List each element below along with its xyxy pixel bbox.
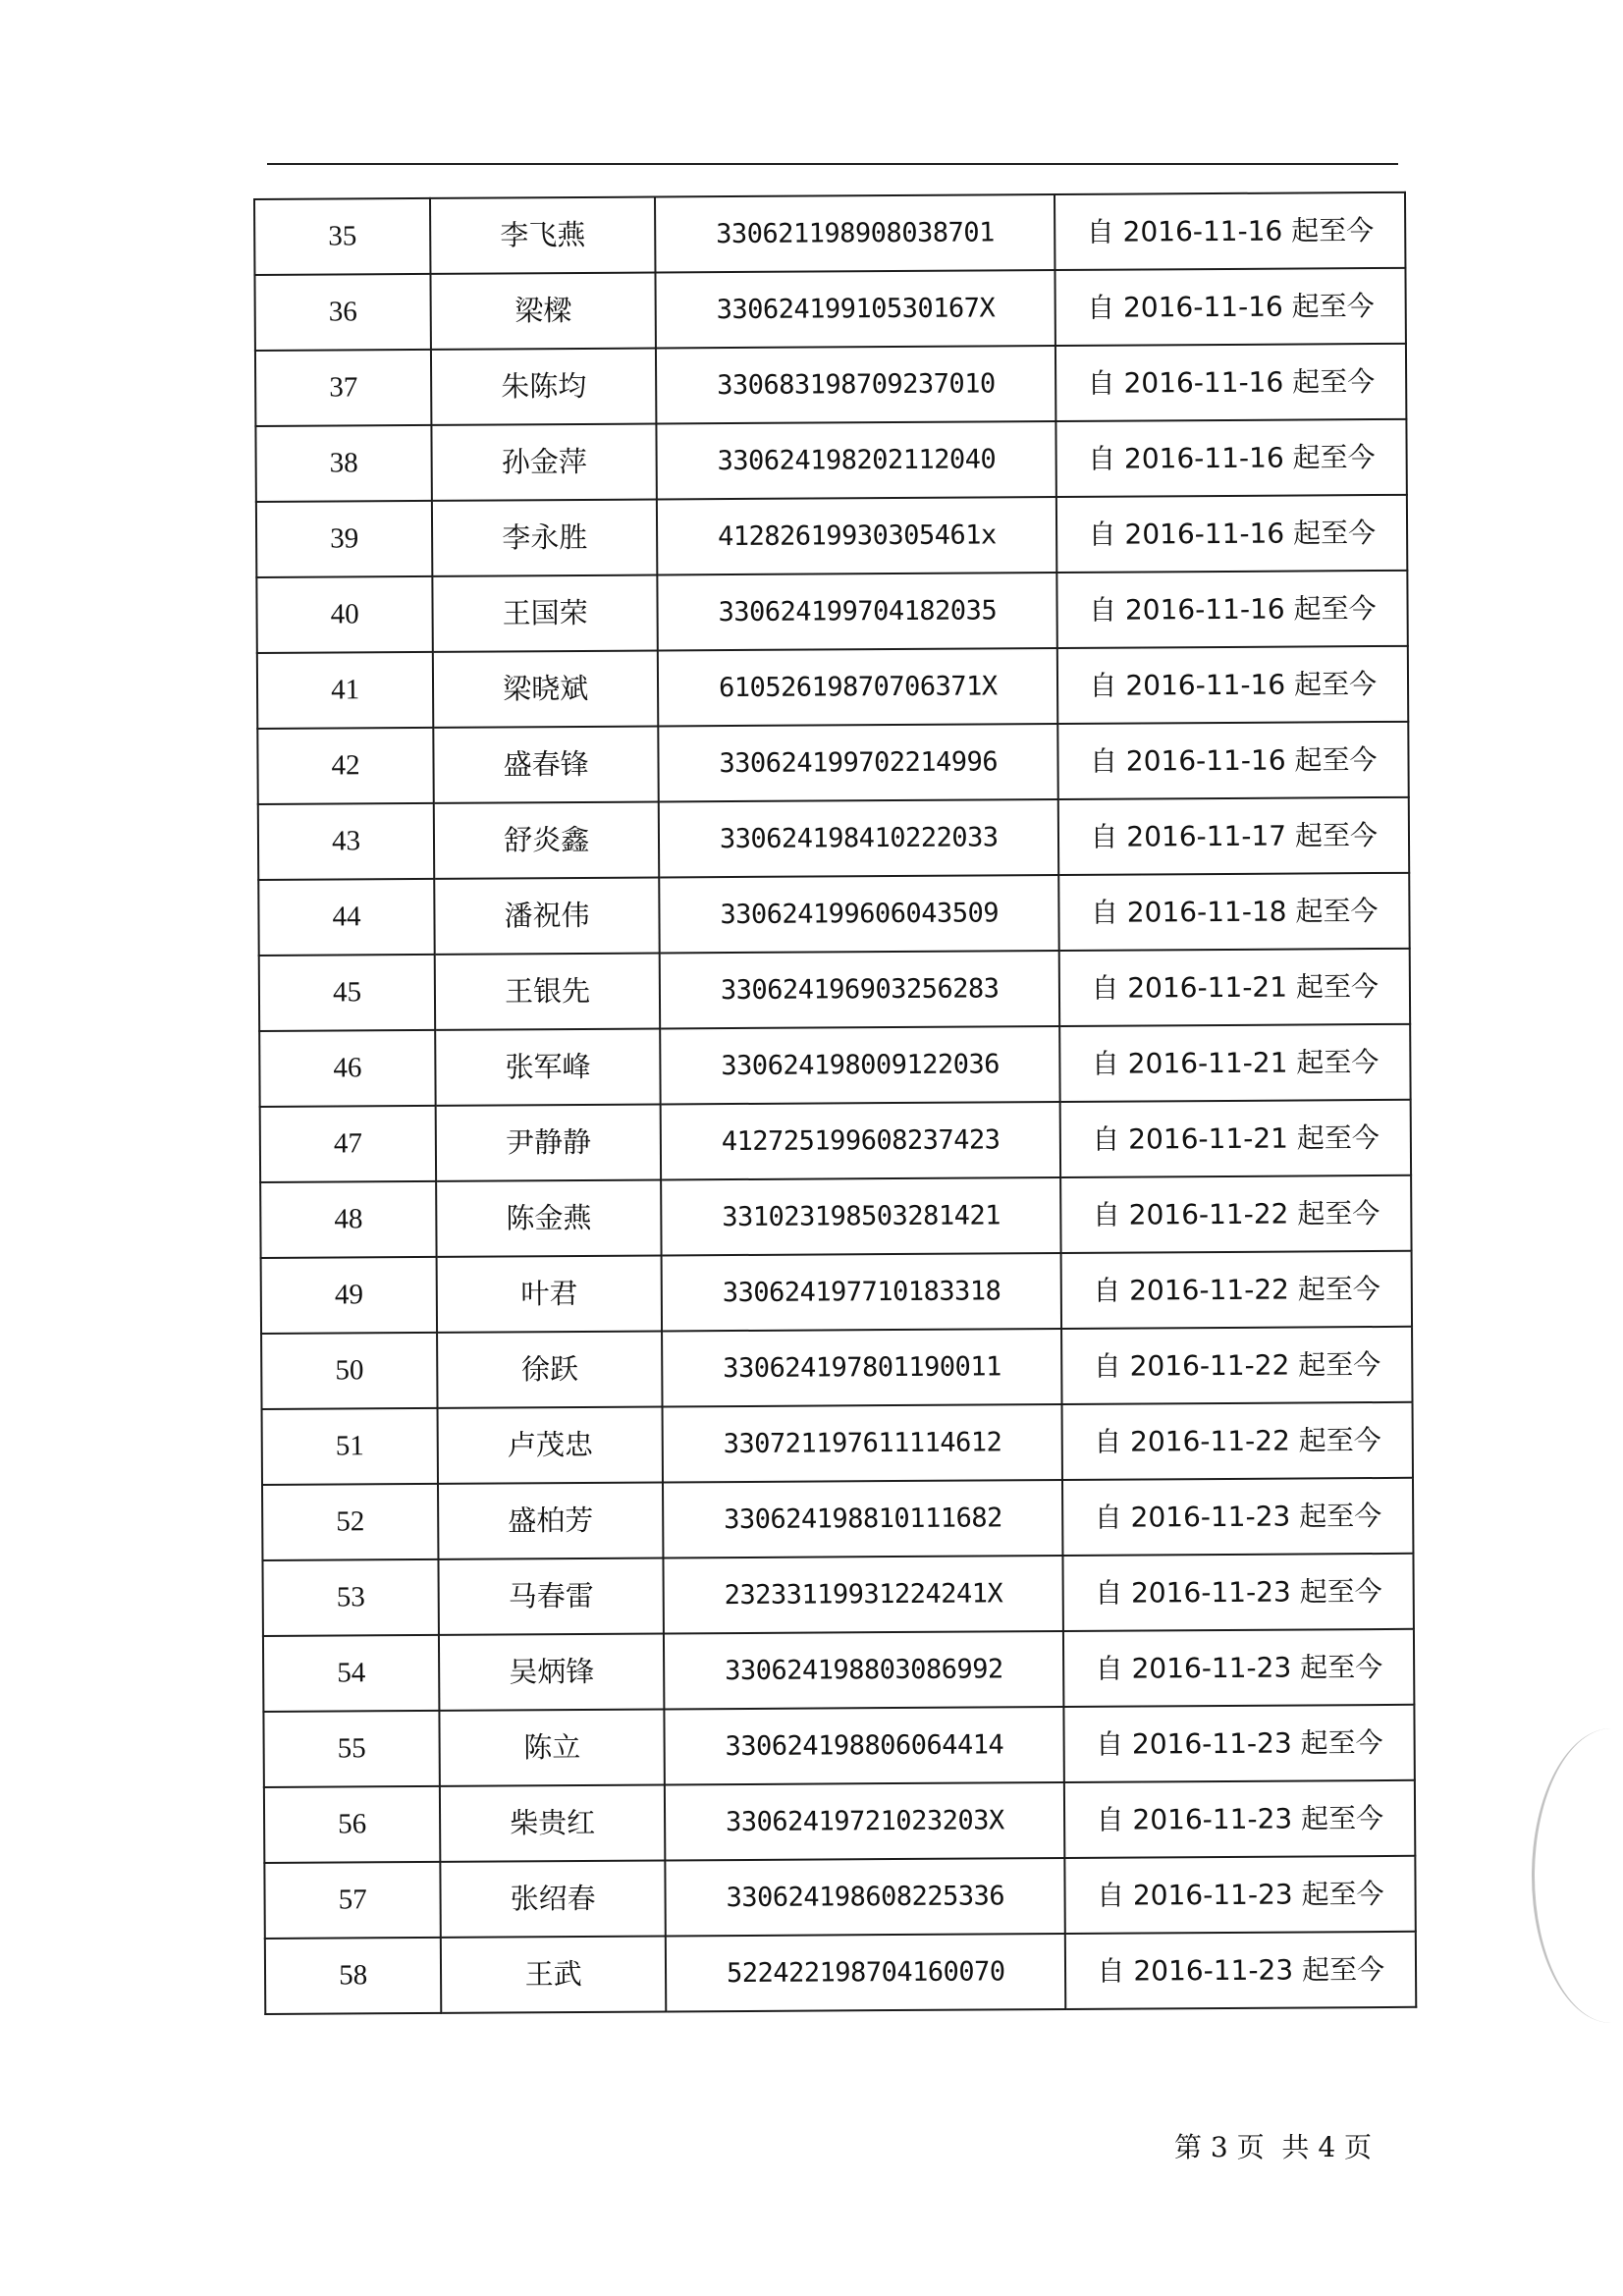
table-row [254,192,1405,275]
row-number: 53 [262,1559,439,1636]
row-number: 52 [262,1484,439,1560]
employment-period: 自 2016-11-23 起至今 [1063,1554,1414,1631]
employment-period: 自 2016-11-23 起至今 [1065,1932,1416,2009]
row-number: 39 [256,501,433,577]
row-number: 49 [261,1257,438,1334]
id-number: 330624198608225336 [665,1858,1065,1936]
row-number: 56 [264,1786,441,1863]
row-number: 37 [255,350,432,426]
employment-period: 自 2016-11-22 起至今 [1062,1402,1413,1480]
id-number: 522422198704160070 [666,1934,1066,2011]
row-number: 36 [254,274,431,351]
id-number: 330624198803086992 [664,1631,1064,1709]
row-number: 58 [265,1938,442,2014]
table-row [260,1175,1411,1258]
employment-period: 自 2016-11-16 起至今 [1057,571,1408,648]
employee-name: 张绍春 [441,1860,666,1937]
header-rule [267,163,1398,165]
id-number: 23233119931224241X [664,1556,1064,1633]
table-row [262,1554,1413,1636]
table-row [258,797,1409,880]
table-row [259,949,1410,1031]
employment-period: 自 2016-11-16 起至今 [1058,722,1409,799]
employment-period: 自 2016-11-16 起至今 [1055,344,1406,421]
id-number: 61052619870706371X [658,648,1058,726]
employment-period: 自 2016-11-18 起至今 [1059,873,1410,951]
employee-table-body [254,192,1416,2014]
employee-name: 陈金燕 [436,1179,661,1256]
table-row [256,495,1407,577]
id-number: 330624197801190011 [662,1329,1062,1406]
row-number: 38 [255,425,432,502]
row-number: 54 [263,1635,440,1712]
row-number: 50 [261,1333,438,1409]
employee-name: 李飞燕 [430,197,655,274]
id-number: 41282619930305461x [657,497,1057,574]
table-row [258,873,1409,956]
table-row [255,419,1406,502]
id-number: 330621198908038701 [655,194,1055,272]
table-row [256,571,1407,653]
id-number: 412725199608237423 [661,1102,1061,1179]
employment-period: 自 2016-11-22 起至今 [1061,1327,1412,1404]
employment-period: 自 2016-11-23 起至今 [1064,1780,1415,1858]
row-number: 43 [258,803,435,880]
employee-name: 马春雷 [439,1558,664,1634]
employee-name: 张军峰 [435,1028,660,1105]
table-row [260,1100,1411,1182]
employee-name: 梁晓斌 [433,650,658,727]
employment-period: 自 2016-11-16 起至今 [1055,192,1405,270]
row-number: 55 [263,1711,440,1787]
employee-name: 卢茂忠 [438,1406,663,1483]
table-row [261,1251,1412,1334]
row-number: 44 [258,879,435,956]
id-number: 330624198009122036 [660,1026,1060,1104]
row-number: 48 [260,1181,437,1258]
employee-name: 王武 [441,1936,666,2012]
id-number: 330624199606043509 [659,875,1059,953]
row-number: 46 [259,1030,436,1107]
employee-name: 李永胜 [432,499,657,575]
employment-period: 自 2016-11-22 起至今 [1061,1251,1412,1329]
employee-table [253,191,1417,2015]
row-number: 40 [256,576,433,653]
table-row [264,1856,1415,1939]
employee-name: 盛春锋 [433,726,658,802]
table-row [254,268,1405,351]
id-number: 330624196903256283 [660,951,1060,1028]
employment-period: 自 2016-11-21 起至今 [1060,1100,1411,1177]
employment-period: 自 2016-11-21 起至今 [1059,949,1410,1026]
employee-name: 徐跃 [437,1331,662,1407]
employee-name: 王国荣 [433,574,658,651]
table-row [264,1780,1415,1863]
employment-period: 自 2016-11-17 起至今 [1058,797,1409,875]
employee-name: 叶君 [437,1255,662,1332]
employment-period: 自 2016-11-23 起至今 [1064,1705,1415,1782]
table-row [265,1932,1416,2014]
employee-name: 梁樑 [431,272,656,349]
table-row [263,1705,1414,1787]
employee-name: 朱陈均 [431,348,656,424]
id-number: 330624198202112040 [657,421,1057,499]
id-number: 33062419910530167X [656,270,1056,348]
employee-name: 孙金萍 [432,423,657,500]
row-number: 51 [262,1408,439,1485]
table-row [261,1327,1412,1409]
employee-name: 盛柏芳 [438,1482,663,1558]
row-number: 57 [264,1862,441,1939]
table-row [257,646,1408,729]
id-number: 330721197611114612 [663,1404,1063,1482]
row-number: 45 [259,955,436,1031]
employment-period: 自 2016-11-21 起至今 [1060,1024,1411,1102]
employment-period: 自 2016-11-23 起至今 [1065,1856,1416,1934]
company-seal-stamp [1532,1728,1623,2023]
employment-period: 自 2016-11-16 起至今 [1055,268,1406,346]
employee-name: 柴贵红 [440,1784,665,1861]
id-number: 330624197710183318 [662,1253,1062,1331]
employee-name: 陈立 [440,1709,665,1785]
row-number: 41 [257,652,434,729]
id-number: 331023198503281421 [661,1177,1061,1255]
table-row [257,722,1408,804]
employment-period: 自 2016-11-23 起至今 [1062,1478,1413,1556]
employment-period: 自 2016-11-16 起至今 [1056,495,1407,573]
page-number: 第 3 页 共 4 页 [1174,2131,1373,2163]
employee-name: 王银先 [435,953,660,1029]
table-row [262,1478,1413,1560]
id-number: 330624198410222033 [659,799,1059,877]
table-row [259,1024,1410,1107]
id-number: 330624198806064414 [665,1707,1065,1784]
id-number: 330624199702214996 [658,724,1058,801]
table-row [262,1402,1413,1485]
employee-name: 尹静静 [436,1104,661,1180]
employment-period: 自 2016-11-22 起至今 [1061,1175,1412,1253]
employee-name: 吴炳锋 [439,1633,664,1710]
employment-period: 自 2016-11-23 起至今 [1063,1629,1414,1707]
employee-name: 潘祝伟 [434,877,659,954]
row-number: 42 [257,728,434,804]
row-number: 35 [254,198,431,275]
table-row [255,344,1406,426]
employee-name: 舒炎鑫 [434,801,659,878]
employment-period: 自 2016-11-16 起至今 [1057,646,1408,724]
id-number: 330624198810111682 [663,1480,1063,1558]
employment-period: 自 2016-11-16 起至今 [1056,419,1407,497]
row-number: 47 [260,1106,437,1182]
id-number: 330624199704182035 [657,573,1057,650]
table-row [263,1629,1414,1712]
id-number: 33062419721023203X [665,1782,1065,1860]
id-number: 330683198709237010 [656,346,1056,423]
